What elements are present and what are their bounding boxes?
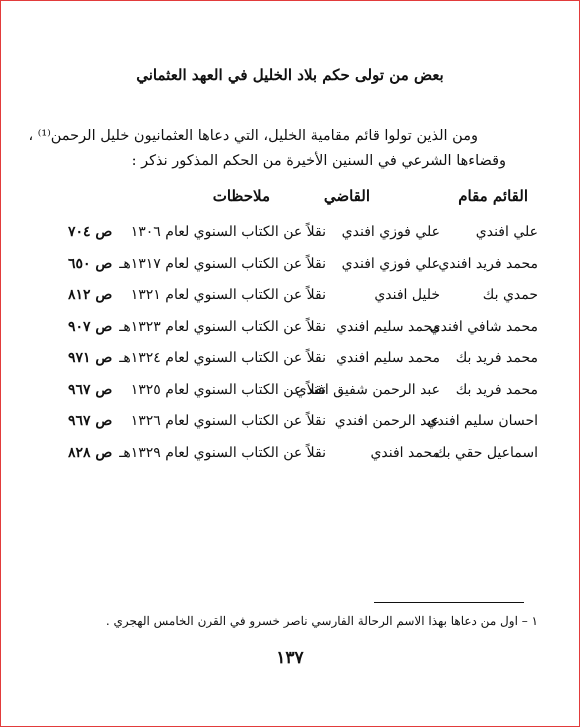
page-title: بعض من تولى حكم بلاد الخليل في العهد العثماني <box>136 66 444 84</box>
page-ref-cell: ص ٩٦٧ <box>68 413 113 429</box>
judge-cell: محمد افندي <box>370 444 440 461</box>
judge-cell: محمد سليم افندي <box>336 350 440 366</box>
page-number: ١٣٧ <box>276 648 304 668</box>
table-row <box>68 346 538 378</box>
judge-cell: عبد الرحمن شفيق افندي <box>295 381 440 398</box>
notes-cell: نقلاً عن الكتاب السنوي لعام ١٣٢٣هـ <box>119 318 326 335</box>
page-ref-cell: ص ٩٦٧ <box>68 381 113 398</box>
judge-cell: خليل افندي <box>374 287 440 303</box>
table-row <box>68 315 538 347</box>
notes-cell: نقلاً عن الكتاب السنوي لعام ١٣٢٦ <box>130 413 326 429</box>
page-ref-cell: ص ٦٥٠ <box>68 255 113 272</box>
notes-cell: نقلاً عن الكتاب السنوي لعام ١٣٠٦ <box>130 224 326 240</box>
page-ref-cell: ص ٨١٢ <box>68 287 113 303</box>
page-ref-cell: ص ٩٠٧ <box>68 318 113 335</box>
notes-cell: نقلاً عن الكتاب السنوي لعام ١٣٢٩هـ <box>119 444 326 461</box>
table-row <box>68 378 538 410</box>
table-header <box>58 187 528 209</box>
table-row <box>68 283 538 315</box>
page-ref-cell: ص ٨٢٨ <box>68 444 113 461</box>
governor-cell: احسان سليم افندي <box>426 413 538 429</box>
governor-cell: محمد فريد افندي <box>438 255 538 272</box>
page-ref-cell: ص ٧٠٤ <box>68 224 113 240</box>
governor-cell: محمد فريد بك <box>455 381 538 398</box>
table-row <box>68 220 538 252</box>
judge-cell: علي فوزي افندي <box>341 255 440 272</box>
governor-cell: حمدي بك <box>482 287 538 303</box>
table-row <box>68 409 538 441</box>
intro-line-2: وقضاءها الشرعي في السنين الأخيرة من الحكم المذكور نذكر : <box>131 153 506 169</box>
governor-cell: محمد شافي افندي <box>429 318 538 335</box>
notes-cell: نقلاً عن الكتاب السنوي لعام ١٣٢٥ <box>130 381 326 398</box>
governor-cell: علي افندي <box>475 224 538 240</box>
footnote-divider <box>374 602 524 603</box>
table-row <box>68 252 538 284</box>
notes-cell: نقلاً عن الكتاب السنوي لعام ١٣١٧هـ <box>119 255 326 272</box>
footnote: ١ – اول من دعاها بهذا الاسم الرحالة الفارسي ناصر خسرو في القرن الخامس الهجري . <box>105 614 538 628</box>
intro-paragraph <box>28 124 506 174</box>
officials-table <box>68 220 538 472</box>
judge-cell: عبد الرحمن افندي <box>334 413 440 429</box>
notes-cell: نقلاً عن الكتاب السنوي لعام ١٣٢٤هـ <box>119 350 326 366</box>
header-governor: القائم مقام <box>458 187 528 205</box>
notes-cell: نقلاً عن الكتاب السنوي لعام ١٣٢١ <box>130 287 326 303</box>
judge-cell: علي فوزي افندي <box>341 224 440 240</box>
header-notes: ملاحظات <box>212 187 270 205</box>
header-judge: القاضي <box>323 187 370 205</box>
governor-cell: اسماعيل حقي بك <box>434 444 538 461</box>
table-row <box>68 441 538 473</box>
governor-cell: محمد فريد بك <box>455 350 538 366</box>
page-ref-cell: ص ٩٧١ <box>68 350 113 366</box>
judge-cell: محمد سليم افندي <box>336 318 440 335</box>
intro-line-1: ومن الذين تولوا قائم مقامية الخليل، التي دعاها العثمانيون خليل الرحمن⁽¹⁾ ، <box>28 128 478 144</box>
